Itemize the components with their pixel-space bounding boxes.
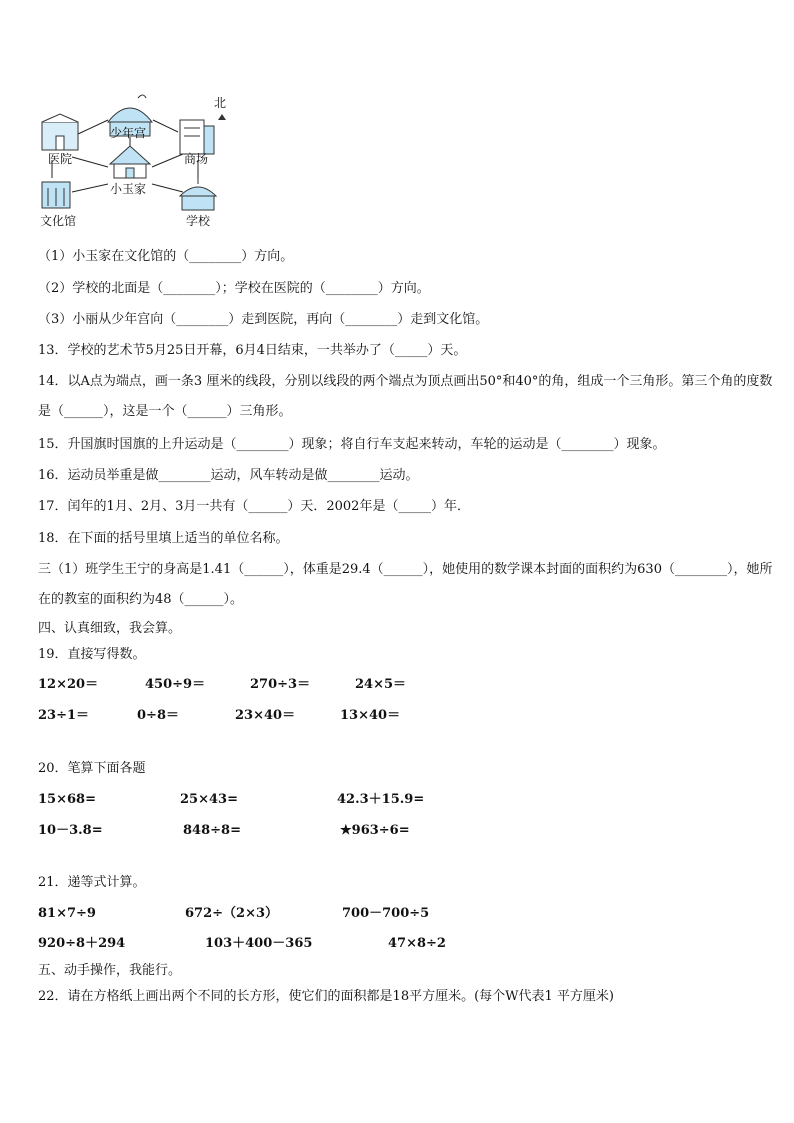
home-label: 小玉家 — [110, 182, 147, 196]
question-22: 22．请在方格纸上画出两个不同的长方形，使它们的面积都是18平方厘米。(每个W代表1 平方厘米) — [38, 989, 614, 1004]
q12-part2: （2）学校的北面是（________）；学校在医院的（________）方向。 — [38, 281, 430, 296]
q20-item: ★963÷6= — [340, 823, 410, 838]
mall-icon — [180, 120, 214, 154]
question-19-title: 19．直接写得数。 — [38, 647, 146, 662]
north-arrow-icon — [218, 114, 226, 120]
q21-item: 47×8÷2 — [388, 936, 446, 951]
mall-label: 商场 — [184, 152, 209, 166]
question-13: 13．学校的艺术节5月25日开幕，6月4日结束，一共举办了（_____）天。 — [38, 343, 467, 358]
north-label: 北 — [214, 96, 227, 110]
q19-item: 450÷9＝ — [145, 677, 206, 692]
q19-item: 23÷1＝ — [38, 708, 90, 723]
q20-item: 15×68= — [38, 792, 96, 807]
q21-item: 920÷8＋294 — [38, 936, 126, 951]
q20-item: 848÷8= — [183, 823, 241, 838]
hospital-icon — [42, 114, 78, 150]
youth-palace-label: 少年宫 — [110, 126, 147, 140]
school-label: 学校 — [186, 214, 211, 228]
q21-item: 81×7÷9 — [38, 906, 96, 921]
q12-part3: （3）小丽从少年宫向（________）走到医院，再向（________）走到文化馆。 — [38, 312, 489, 327]
q21-item: 672÷（2×3） — [185, 906, 279, 921]
q21-item: 103＋400－365 — [205, 936, 313, 951]
question-16: 16．运动员举重是做________运动，风车转动是做________运动。 — [38, 468, 419, 483]
question-15: 15．升国旗时国旗的上升运动是（________）现象；将自行车支起来转动，车轮的运动是（________）现象。 — [38, 437, 666, 452]
question-20-title: 20．笔算下面各题 — [38, 761, 146, 776]
home-icon — [110, 146, 150, 178]
q19-item: 12×20＝ — [38, 677, 99, 692]
direction-map — [38, 92, 248, 232]
culture-hall-icon — [42, 182, 70, 208]
q19-item: 270÷3＝ — [250, 677, 311, 692]
hospital-label: 医院 — [48, 152, 73, 166]
school-icon — [180, 178, 216, 210]
question-18-text: 三（1）班学生王宁的身高是1.41（______），体重是29.4（______），她使用的数学课本封面的面积约为630（________），她所在的教室的面积约为48（______）。 — [38, 562, 773, 607]
question-17: 17．闰年的1月、2月、3月一共有（______）天．2002年是（_____）年． — [38, 499, 470, 514]
q20-item: 25×43= — [180, 792, 238, 807]
q21-item: 700－700÷5 — [342, 906, 430, 921]
section-four-heading: 四、认真细致，我会算。 — [38, 621, 182, 636]
q20-item: 10－3.8= — [38, 823, 103, 838]
section-five-heading: 五、动手操作，我能行。 — [38, 963, 182, 978]
q12-part1: （1）小玉家在文化馆的（________）方向。 — [38, 249, 294, 264]
q19-item: 24×5＝ — [355, 677, 407, 692]
q19-item: 23×40＝ — [235, 708, 296, 723]
q20-item: 42.3＋15.9= — [337, 792, 425, 807]
question-21-title: 21．递等式计算。 — [38, 875, 146, 890]
q19-item: 13×40＝ — [340, 708, 401, 723]
culture-hall-label: 文化馆 — [40, 214, 77, 228]
q19-item: 0÷8＝ — [137, 708, 179, 723]
question-18: 18．在下面的括号里填上适当的单位名称。 — [38, 531, 289, 546]
question-14: 14．以A点为端点，画一条3 厘米的线段，分别以线段的两个端点为顶点画出50°和40°的角，组成一个三角形。第三个角的度数是（______），这是一个（______）三角形。 — [38, 374, 773, 419]
